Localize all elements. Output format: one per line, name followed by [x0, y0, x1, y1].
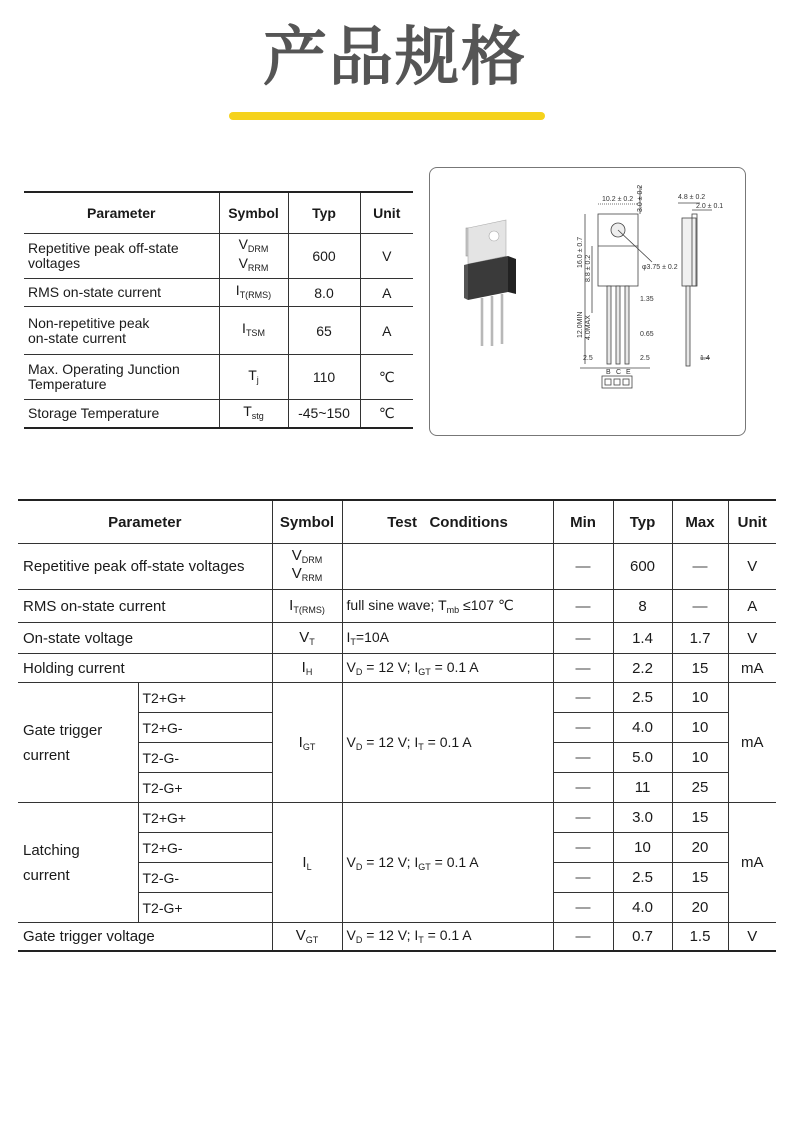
symbol: I — [289, 597, 294, 614]
symbol: V — [295, 927, 306, 945]
condition-text: = 0.1 A — [430, 853, 479, 870]
dim-label: 4.0MAX — [585, 315, 592, 340]
condition-subscript: T — [350, 637, 356, 647]
condition-subscript: mb — [446, 605, 460, 615]
param-cell: Holding current — [18, 654, 272, 683]
typ-cell: 8.0 — [288, 279, 360, 307]
symbol: I — [302, 853, 307, 871]
param-cell: On-state voltage — [18, 623, 272, 654]
header-parameter: Parameter — [24, 192, 219, 234]
unit-cell: A — [360, 279, 413, 307]
max-cell: 15 — [672, 863, 728, 893]
symbol: V — [299, 629, 310, 646]
condition-text: full sine wave; T — [346, 597, 447, 613]
typ-cell: -45~150 — [288, 400, 360, 428]
param-cell — [18, 683, 138, 803]
max-cell: 25 — [672, 773, 728, 803]
symbol: I — [242, 320, 246, 336]
min-cell: — — [553, 743, 613, 773]
min-cell: — — [553, 923, 613, 951]
dim-label: 2.0 ± 0.1 — [696, 203, 724, 210]
condition-subscript: GT — [418, 667, 431, 677]
table-row — [18, 923, 776, 951]
symbol-subscript: T(RMS) — [293, 605, 325, 615]
pin-label: E — [626, 369, 631, 376]
dim-label: 1.4 — [700, 355, 710, 362]
condition-subscript: D — [355, 935, 363, 946]
min-cell: — — [553, 773, 613, 803]
unit-cell: V — [728, 544, 776, 590]
side-view-drawing — [678, 203, 712, 366]
table-row — [18, 654, 776, 683]
condition-cell — [342, 923, 553, 951]
symbol-subscript: GT — [302, 741, 316, 752]
mode-cell: T2+G- — [138, 713, 272, 743]
mode-cell: T2-G+ — [138, 893, 272, 923]
header-typ: Typ — [613, 500, 672, 544]
unit-cell: mA — [728, 654, 776, 683]
dim-label: 2.5 — [583, 355, 593, 362]
condition-text: = 0.1 A — [430, 659, 479, 675]
min-cell: — — [553, 623, 613, 654]
header-test-conditions: Test Conditions — [342, 500, 553, 544]
typ-cell: 8 — [613, 590, 672, 623]
mode-cell: T2+G- — [138, 833, 272, 863]
typ-cell: 4.0 — [613, 893, 672, 923]
unit-cell: ℃ — [360, 400, 413, 428]
min-cell: — — [553, 713, 613, 743]
symbol-cell — [272, 544, 342, 590]
component-photo — [464, 220, 516, 346]
condition-text: V — [346, 927, 356, 944]
mode-cell: T2+G+ — [138, 683, 272, 713]
dim-label: 10.2 ± 0.2 — [602, 196, 634, 203]
table-row — [18, 590, 776, 623]
typ-cell: 600 — [288, 234, 360, 279]
symbol-subscript: T(RMS) — [239, 290, 272, 300]
unit-cell: mA — [728, 803, 776, 923]
min-cell: — — [553, 863, 613, 893]
symbol-subscript: L — [306, 861, 312, 872]
mode-cell: T2-G- — [138, 743, 272, 773]
param-cell: Gate trigger voltage — [18, 923, 272, 951]
dim-label: 4.8 ± 0.2 — [678, 194, 706, 201]
max-cell: 10 — [672, 713, 728, 743]
unit-cell: ℃ — [360, 355, 413, 400]
symbol: V — [238, 236, 248, 252]
table-row — [18, 803, 776, 833]
symbol: I — [298, 733, 303, 751]
max-cell: 20 — [672, 833, 728, 863]
condition-subscript: D — [355, 667, 363, 677]
unit-cell: mA — [728, 683, 776, 803]
table-header-row — [18, 500, 776, 544]
param-cell — [24, 234, 219, 279]
to220-package-drawing — [430, 168, 745, 435]
symbol: I — [301, 659, 306, 676]
param-line: Max. Operating Junction — [28, 361, 180, 377]
param-cell — [18, 803, 138, 923]
symbol: V — [238, 255, 248, 271]
min-cell: — — [553, 683, 613, 713]
param-line: current — [23, 746, 70, 764]
symbol-cell — [272, 923, 342, 951]
condition-subscript: T — [418, 741, 424, 752]
table-row — [18, 623, 776, 654]
symbol-subscript: stg — [251, 410, 264, 421]
condition-text: = 0.1 A — [423, 733, 472, 750]
typ-cell: 2.5 — [613, 683, 672, 713]
symbol-cell — [272, 803, 342, 923]
condition-text: V — [346, 733, 356, 750]
param-cell: Repetitive peak off-state voltages — [18, 544, 272, 590]
symbol-cell — [272, 590, 342, 623]
param-line: Temperature — [28, 376, 107, 392]
condition-text: V — [346, 659, 356, 675]
symbol-subscript: RRM — [247, 263, 269, 273]
condition-cell — [342, 590, 553, 623]
symbol: I — [235, 282, 240, 298]
header-min: Min — [553, 500, 613, 544]
symbol-subscript: DRM — [247, 244, 269, 254]
table-row — [24, 307, 413, 355]
page-title: 产品规格 — [263, 21, 527, 95]
dim-label: 0.65 — [640, 331, 654, 338]
condition-text: = 12 V; I — [362, 733, 419, 750]
mode-cell: T2-G+ — [138, 773, 272, 803]
max-cell: 10 — [672, 683, 728, 713]
param-line: Gate trigger — [23, 721, 103, 739]
condition-text: = 12 V; I — [362, 659, 419, 675]
param-cell: RMS on-state current — [18, 590, 272, 623]
max-cell: 1.7 — [672, 623, 728, 654]
min-cell: — — [553, 803, 613, 833]
max-cell: — — [672, 590, 728, 623]
condition-cell — [342, 803, 553, 923]
header-typ: Typ — [288, 192, 360, 234]
unit-cell: A — [360, 307, 413, 355]
dimension-labels — [577, 185, 723, 376]
min-cell: — — [553, 833, 613, 863]
header-max: Max — [672, 500, 728, 544]
symbol-cell — [219, 234, 288, 279]
symbol-cell — [272, 654, 342, 683]
table-row — [24, 234, 413, 279]
dim-label: φ3.75 ± 0.2 — [642, 264, 678, 271]
condition-cell — [342, 654, 553, 683]
symbol-subscript: GT — [305, 935, 319, 946]
condition-subscript: T — [418, 935, 424, 946]
symbol-subscript: H — [305, 667, 313, 677]
param-cell: Storage Temperature — [24, 400, 219, 428]
condition-text: = 12 V; I — [362, 927, 419, 944]
max-cell: — — [672, 544, 728, 590]
min-cell: — — [553, 654, 613, 683]
symbol-cell — [272, 623, 342, 654]
symbol-cell — [219, 355, 288, 400]
typ-cell: 3.0 — [613, 803, 672, 833]
pin-label: C — [616, 369, 622, 376]
unit-cell: V — [360, 234, 413, 279]
param-line: Latching — [23, 841, 80, 859]
condition-cell — [342, 544, 553, 590]
package-diagram-panel — [429, 167, 746, 436]
header-unit: Unit — [728, 500, 776, 544]
param-line: current — [23, 866, 70, 884]
max-cell: 15 — [672, 654, 728, 683]
symbol: V — [291, 546, 302, 564]
typ-cell: 2.5 — [613, 863, 672, 893]
dim-label: 2.5 — [640, 355, 650, 362]
symbol-subscript: T — [309, 637, 315, 647]
symbol: V — [291, 564, 302, 582]
condition-cell — [342, 623, 553, 654]
typ-cell: 600 — [613, 544, 672, 590]
max-cell: 10 — [672, 743, 728, 773]
param-cell: RMS on-state current — [24, 279, 219, 307]
symbol: T — [248, 366, 257, 383]
param-cell — [24, 307, 219, 355]
symbol: T — [243, 402, 252, 419]
typ-cell: 0.7 — [613, 923, 672, 951]
min-cell: — — [553, 893, 613, 923]
min-cell: — — [553, 544, 613, 590]
symbol-cell — [272, 683, 342, 803]
typ-cell: 2.2 — [613, 654, 672, 683]
typ-cell: 4.0 — [613, 713, 672, 743]
table-row — [24, 355, 413, 400]
dim-label: 3.0 ± 0.2 — [637, 184, 644, 212]
condition-cell — [342, 683, 553, 803]
condition-text: ≤107 ℃ — [459, 597, 514, 613]
unit-cell: V — [728, 923, 776, 951]
header-symbol: Symbol — [272, 500, 342, 544]
symbol-cell — [219, 279, 288, 307]
typ-cell: 1.4 — [613, 623, 672, 654]
condition-subscript: GT — [418, 861, 431, 872]
header-symbol: Symbol — [219, 192, 288, 234]
condition-text: =10A — [355, 629, 389, 645]
condition-text: I — [346, 629, 351, 645]
condition-text: V — [346, 853, 356, 870]
param-line: voltages — [28, 255, 81, 271]
param-cell — [24, 355, 219, 400]
title-underline — [229, 112, 545, 120]
param-line: on-state current — [28, 329, 127, 346]
unit-cell: A — [728, 590, 776, 623]
condition-subscript: D — [355, 741, 363, 752]
typ-cell: 110 — [288, 355, 360, 400]
table-row — [24, 400, 413, 428]
symbol-subscript: DRM — [301, 554, 323, 565]
unit-cell: V — [728, 623, 776, 654]
typ-cell: 10 — [613, 833, 672, 863]
dim-label: 16.0 ± 0.7 — [577, 236, 584, 268]
table-header-row — [24, 192, 413, 234]
param-line: Non-repetitive peak — [28, 314, 150, 331]
electrical-characteristics-table — [18, 499, 776, 952]
typ-cell: 11 — [613, 773, 672, 803]
symbol-subscript: RRM — [301, 572, 323, 583]
symbol-cell — [219, 400, 288, 428]
param-line: Repetitive peak off-state — [28, 240, 179, 256]
condition-subscript: D — [355, 861, 363, 872]
max-cell: 15 — [672, 803, 728, 833]
table-row — [18, 683, 776, 713]
dim-label: 8.8 ± 0.2 — [585, 254, 592, 282]
typ-cell: 5.0 — [613, 743, 672, 773]
dim-label: 12.0MIN — [577, 311, 584, 338]
dim-label: 1.35 — [640, 296, 654, 303]
max-cell: 1.5 — [672, 923, 728, 951]
symbol-cell — [219, 307, 288, 355]
table-row — [24, 279, 413, 307]
pin-label: B — [606, 369, 611, 376]
header-unit: Unit — [360, 192, 413, 234]
min-cell: — — [553, 590, 613, 623]
condition-text: = 0.1 A — [423, 927, 472, 944]
table-row — [18, 544, 776, 590]
typ-cell: 65 — [288, 307, 360, 355]
symbol-subscript: j — [256, 374, 259, 385]
header-parameter: Parameter — [18, 500, 272, 544]
mode-cell: T2+G+ — [138, 803, 272, 833]
condition-text: = 12 V; I — [362, 853, 419, 870]
mode-cell: T2-G- — [138, 863, 272, 893]
summary-spec-table — [24, 191, 413, 429]
max-cell: 20 — [672, 893, 728, 923]
symbol-subscript: TSM — [245, 328, 265, 338]
